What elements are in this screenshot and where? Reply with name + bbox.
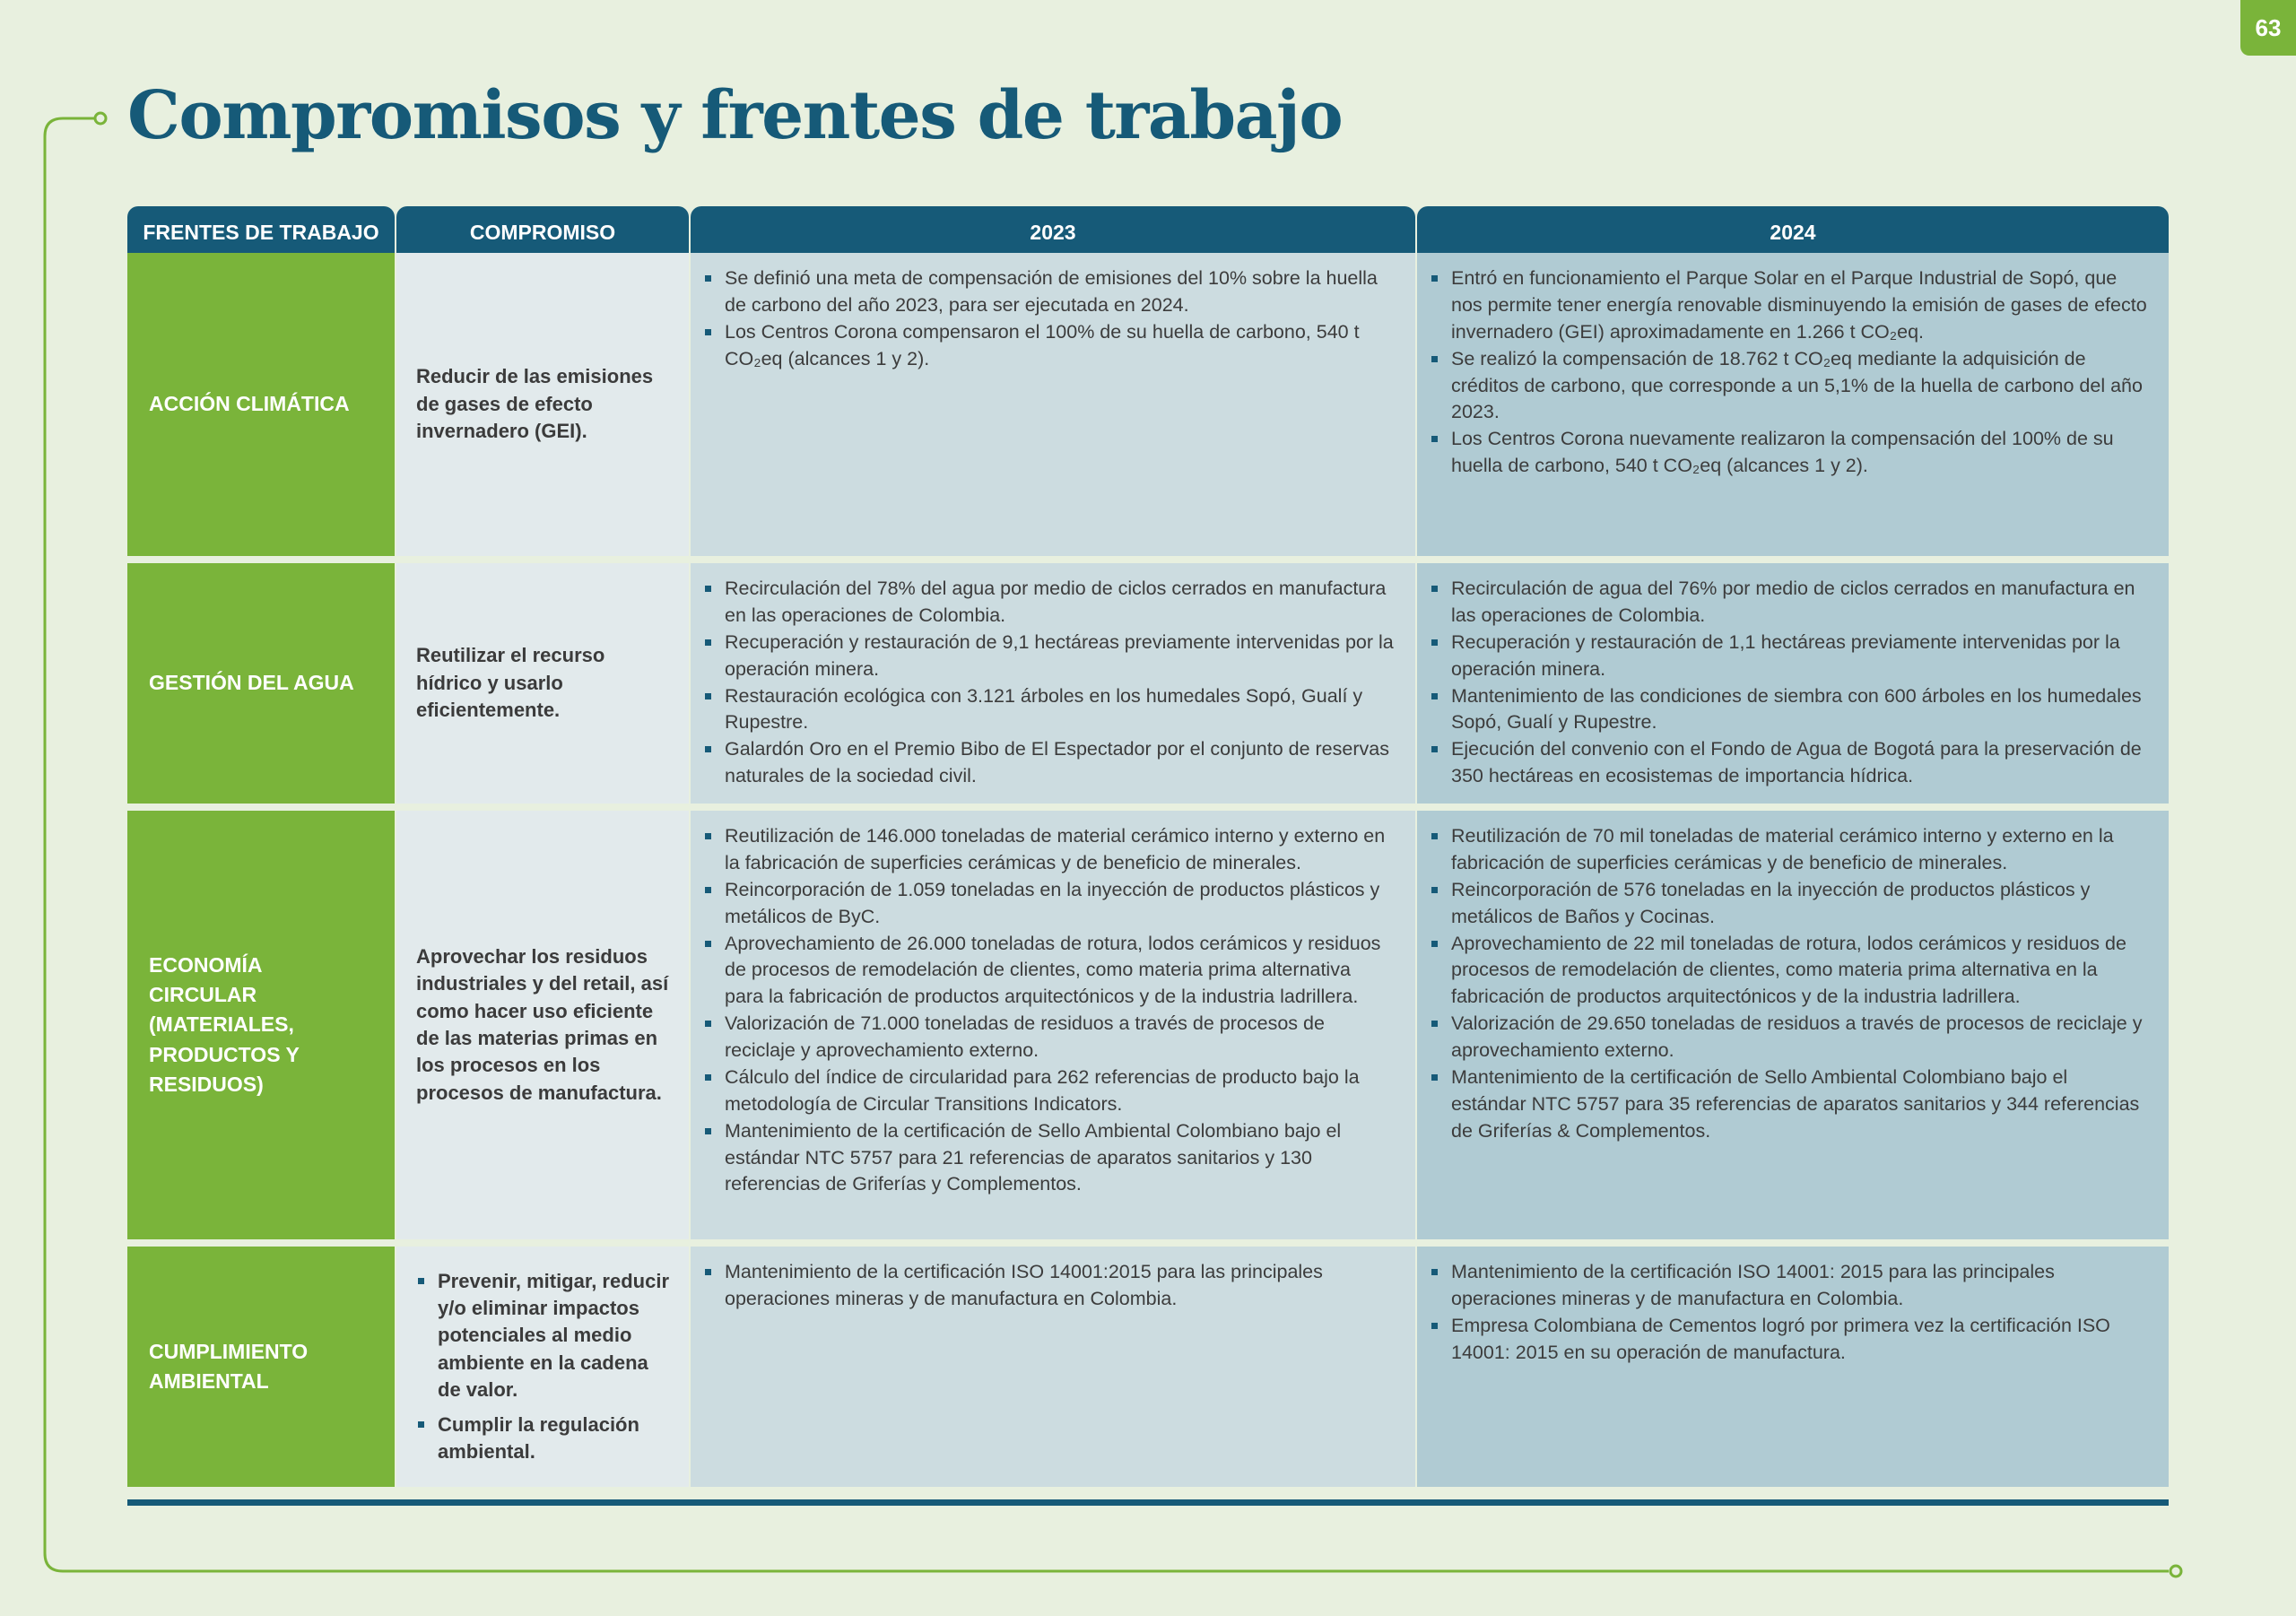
header-2023: 2023 — [691, 206, 1415, 253]
bullet-item: Los Centros Corona nuevamente realizaron la compensación del 100% de su huella de carbono, 540 t CO₂eq (alcances 1 y 2). — [1430, 426, 2147, 480]
bullet-item: Recirculación del 78% del agua por medio de ciclos cerrados en manufactura en las operaciones de Colombia. — [703, 576, 1394, 630]
bullet-item: Cálculo del índice de circularidad para 262 referencias de producto bajo la metodología de Circular Transitions Indicators. — [703, 1064, 1394, 1118]
bullet-item: Mantenimiento de las condiciones de siembra con 600 árboles en los humedales Sopó, Gualí y Rupestre. — [1430, 683, 2147, 737]
bullet-item: Mantenimiento de la certificación ISO 14001:2015 para las principales operaciones mineras y de manufactura en Colombia. — [703, 1259, 1394, 1313]
compromiso-item: Cumplir la regulación ambiental. — [416, 1412, 669, 1466]
frente-cell-cumplimiento-ambiental — [127, 1247, 395, 1487]
bullet-item: Los Centros Corona compensaron el 100% de su huella de carbono, 540 t CO₂eq (alcances 1 y 2). — [703, 319, 1394, 373]
bullet-item: Entró en funcionamiento el Parque Solar en el Parque Industrial de Sopó, que nos permite tener energía renovable disminuyendo la emisión de gases de efecto invernadero (GEI) aproximadamente en 1.266 t CO₂eq. — [1430, 265, 2147, 346]
header-compromiso: COMPROMISO — [396, 206, 689, 253]
bullet-item: Reincorporación de 1.059 toneladas en la inyección de productos plásticos y metálicos de ByC. — [703, 877, 1394, 931]
bullet-item: Valorización de 29.650 toneladas de residuos a través de procesos de reciclaje y aprovechamiento externo. — [1430, 1011, 2147, 1064]
compromiso-text: Reducir de las emisiones de gases de efecto invernadero (GEI). — [416, 365, 654, 443]
results-2023-cell-accion-climatica — [691, 253, 1415, 556]
bullet-item: Mantenimiento de la certificación de Sello Ambiental Colombiano bajo el estándar NTC 5757 para 35 referencias de aparatos sanitarios y 344 referencias de Griferías & Complementos. — [1430, 1064, 2147, 1145]
bullet-item: Reutilización de 70 mil toneladas de material cerámico interno y externo en la fabricación de superficies cerámicas y de beneficio de minerales. — [1430, 823, 2147, 877]
bullet-item: Aprovechamiento de 26.000 toneladas de rotura, lodos cerámicos y residuos de procesos de remodelación de clientes, como materia prima alternativa para la fabricación de productos arquitectónicos y de la industria ladrillera. — [703, 931, 1394, 1012]
page-number-badge: 63 — [2240, 0, 2296, 56]
compromiso-text: Aprovechar los residuos industriales y del retail, así como hacer uso eficiente de las materias primas en los procesos en los procesos de manufactura. — [416, 944, 669, 1104]
bullet-item: Galardón Oro en el Premio Bibo de El Espectador por el conjunto de reservas naturales de la sociedad civil. — [703, 736, 1394, 790]
bullet-item: Recuperación y restauración de 1,1 hectáreas previamente intervenidas por la operación minera. — [1430, 630, 2147, 683]
bullet-item: Empresa Colombiana de Cementos logró por primera vez la certificación ISO 14001: 2015 en su operación de manufactura. — [1430, 1313, 2147, 1367]
bullet-item: Recuperación y restauración de 9,1 hectáreas previamente intervenidas por la operación minera. — [703, 630, 1394, 683]
compromiso-cell-cumplimiento-ambiental — [396, 1247, 689, 1487]
compromiso-item: Prevenir, mitigar, reducir y/o eliminar impactos potenciales al medio ambiente en la cadena de valor. — [416, 1268, 669, 1404]
commitments-table — [127, 206, 2169, 1487]
frente-cell-economia-circular — [127, 811, 395, 1239]
bullet-item: Ejecución del convenio con el Fondo de Agua de Bogotá para la preservación de 350 hectáreas en ecosistemas de importancia hídrica. — [1430, 736, 2147, 790]
bullet-item: Valorización de 71.000 toneladas de residuos a través de procesos de reciclaje y aprovechamiento externo. — [703, 1011, 1394, 1064]
bullet-item: Aprovechamiento de 22 mil toneladas de rotura, lodos cerámicos y residuos de procesos de remodelación de clientes, como materia prima alternativa en la fabricación de productos arquitectónicos y de la industria ladrillera. — [1430, 931, 2147, 1012]
frente-label: CUMPLIMIENTO AMBIENTAL — [149, 1339, 309, 1393]
frente-label: ECONOMÍA CIRCULAR (MATERIALES, PRODUCTOS Y RESIDUOS) — [149, 952, 300, 1097]
header-frentes: FRENTES DE TRABAJO — [127, 206, 395, 253]
table-bottom-rule — [127, 1499, 2169, 1506]
page-title: Compromisos y frentes de trabajo — [127, 77, 1343, 154]
results-2024-cell-economia-circular — [1417, 811, 2169, 1239]
bullet-item: Restauración ecológica con 3.121 árboles en los humedales Sopó, Gualí y Rupestre. — [703, 683, 1394, 737]
results-2024-cell-gestion-del — [1417, 563, 2169, 804]
compromiso-text: Reutilizar el recurso hídrico y usarlo eficientemente. — [416, 644, 605, 722]
frente-cell-gestion-del — [127, 563, 395, 804]
bullet-item: Se realizó la compensación de 18.762 t CO₂eq mediante la adquisición de créditos de carbono, que corresponde a un 5,1% de la huella de carbono del año 2023. — [1430, 346, 2147, 427]
frente-label: ACCIÓN CLIMÁTICA — [149, 392, 350, 416]
frente-label: GESTIÓN DEL AGUA — [149, 671, 354, 695]
results-2024-cell-accion-climatica — [1417, 253, 2169, 556]
compromiso-cell-accion-climatica — [396, 253, 689, 556]
compromiso-cell-gestion-del — [396, 563, 689, 804]
bullet-item: Recirculación de agua del 76% por medio de ciclos cerrados en manufactura en las operaciones de Colombia. — [1430, 576, 2147, 630]
bullet-item: Mantenimiento de la certificación de Sello Ambiental Colombiano bajo el estándar NTC 5757 para 21 referencias de aparatos sanitarios y 130 referencias de Griferías y Complementos. — [703, 1118, 1394, 1199]
results-2023-cell-economia-circular — [691, 811, 1415, 1239]
bullet-item: Reincorporación de 576 toneladas en la inyección de productos plásticos y metálicos de Baños y Cocinas. — [1430, 877, 2147, 931]
bullet-item: Se definió una meta de compensación de emisiones del 10% sobre la huella de carbono del año 2023, para ser ejecutada en 2024. — [703, 265, 1394, 319]
results-2024-cell-cumplimiento-ambiental — [1417, 1247, 2169, 1487]
compromiso-cell-economia-circular — [396, 811, 689, 1239]
header-2024: 2024 — [1417, 206, 2169, 253]
bullet-item: Mantenimiento de la certificación ISO 14001: 2015 para las principales operaciones mineras y de manufactura en Colombia. — [1430, 1259, 2147, 1313]
frente-cell-accion-climatica — [127, 253, 395, 556]
bullet-item: Reutilización de 146.000 toneladas de material cerámico interno y externo en la fabricación de superficies cerámicas y de beneficio de minerales. — [703, 823, 1394, 877]
results-2023-cell-gestion-del — [691, 563, 1415, 804]
results-2023-cell-cumplimiento-ambiental — [691, 1247, 1415, 1487]
